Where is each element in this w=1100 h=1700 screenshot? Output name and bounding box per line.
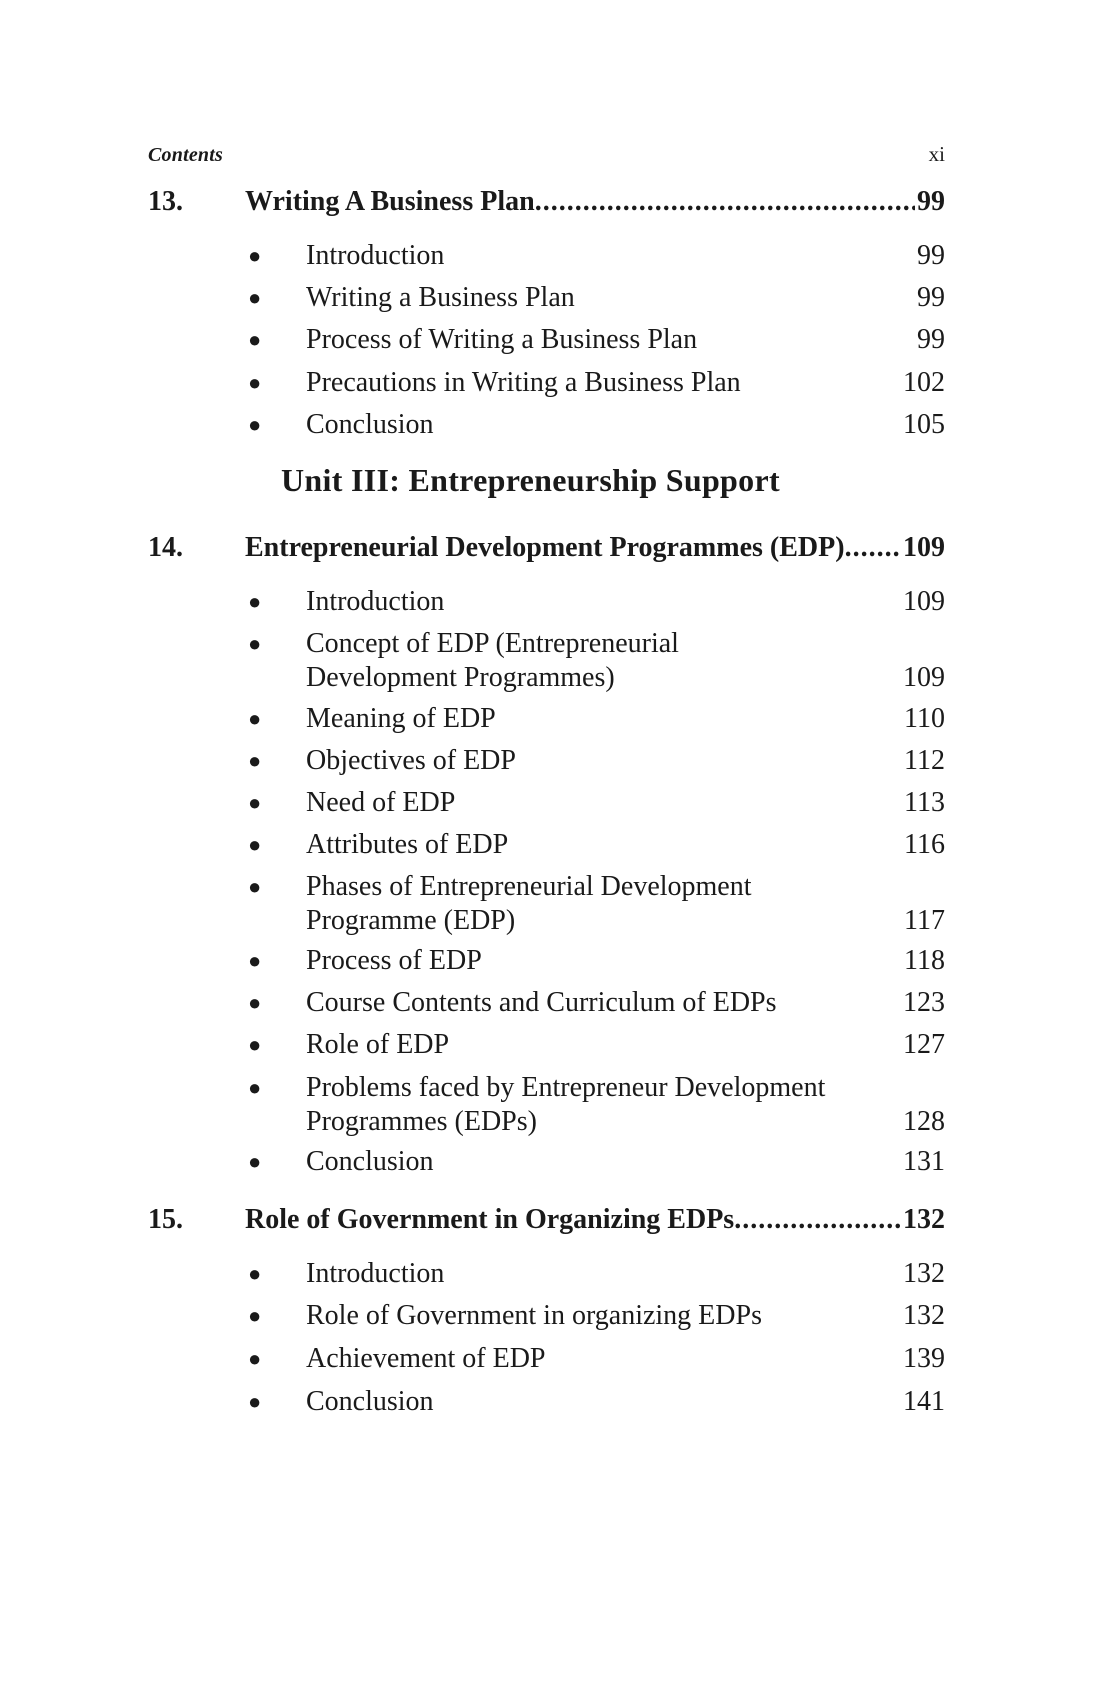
bullet-icon: ● (248, 412, 262, 437)
subentry-title: Role of Government in organizing EDPs (306, 1300, 762, 1331)
chapter-title-text: Writing A Business Plan (245, 186, 535, 217)
subentry-page-number: 117 (904, 905, 945, 936)
toc-subentry[interactable] (248, 786, 945, 820)
bullet-icon: ● (248, 1303, 262, 1328)
toc-subentry[interactable] (248, 1342, 945, 1376)
bullet-icon: ● (248, 748, 262, 773)
subentry-page-number: 109 (903, 662, 945, 693)
dot-leader (734, 1204, 901, 1236)
chapter-13-entry[interactable] (148, 186, 945, 218)
toc-subentry[interactable] (248, 627, 945, 695)
subentry-title: Need of EDP (306, 787, 456, 818)
subentry-page-number: 116 (904, 829, 945, 860)
chapter-page-number: 109 (903, 532, 945, 563)
subentry-page-number: 132 (903, 1300, 945, 1331)
running-head-title: Contents (148, 144, 223, 166)
chapter-title-text: Role of Government in Organizing EDPs (245, 1204, 735, 1235)
toc-subentry[interactable] (248, 944, 945, 978)
subentry-title: Introduction (306, 240, 445, 271)
subentry-page-number: 123 (903, 987, 945, 1018)
bullet-icon: ● (248, 631, 262, 656)
subentry-title: Achievement of EDP (306, 1343, 546, 1374)
toc-subentry[interactable] (248, 1385, 945, 1419)
subentry-title: Problems faced by Entrepreneur Development Programmes (EDPs) (306, 1072, 826, 1137)
unit-heading: Unit III: Entrepreneurship Support (281, 462, 780, 498)
bullet-icon: ● (248, 243, 262, 268)
bullet-icon: ● (248, 1032, 262, 1057)
toc-subentry[interactable] (248, 744, 945, 778)
subentry-title: Meaning of EDP (306, 703, 496, 734)
bullet-icon: ● (248, 832, 262, 857)
subentry-title: Precautions in Writing a Business Plan (306, 367, 741, 398)
toc-subentry[interactable] (248, 323, 945, 357)
bullet-icon: ● (248, 948, 262, 973)
toc-subentry[interactable] (248, 408, 945, 442)
subentry-page-number: 99 (917, 282, 945, 313)
bullet-icon: ● (248, 1149, 262, 1174)
toc-subentry[interactable] (248, 366, 945, 400)
subentry-title: Writing a Business Plan (306, 282, 575, 313)
subentry-title: Concept of EDP (Entrepreneurial Development Programmes) (306, 628, 679, 693)
chapter-title (245, 186, 915, 218)
chapter-page-number: 99 (917, 186, 945, 217)
subentry-title: Objectives of EDP (306, 745, 516, 776)
bullet-icon: ● (248, 1389, 262, 1414)
chapter-page-number: 132 (903, 1204, 945, 1235)
toc-subentry[interactable] (248, 1145, 945, 1179)
subentry-title: Course Contents and Curriculum of EDPs (306, 987, 777, 1018)
chapter-title (245, 532, 901, 564)
subentry-page-number: 131 (903, 1146, 945, 1177)
toc-subentry[interactable] (248, 239, 945, 273)
dot-leader (845, 532, 901, 564)
chapter-number: 15. (148, 1204, 183, 1235)
subentry-page-number: 141 (903, 1386, 945, 1417)
subentry-page-number: 99 (917, 324, 945, 355)
bullet-icon: ● (248, 990, 262, 1015)
toc-subentry[interactable] (248, 986, 945, 1020)
subentry-title: Process of EDP (306, 945, 482, 976)
chapter-number: 13. (148, 186, 183, 217)
subentry-page-number: 132 (903, 1258, 945, 1289)
bullet-icon: ● (248, 706, 262, 731)
subentry-page-number: 112 (904, 745, 945, 776)
running-head (148, 142, 945, 167)
bullet-icon: ● (248, 1075, 262, 1100)
subentry-page-number: 109 (903, 586, 945, 617)
toc-subentry[interactable] (248, 702, 945, 736)
toc-subentry[interactable] (248, 870, 945, 938)
toc-subentry[interactable] (248, 1299, 945, 1333)
bullet-icon: ● (248, 1261, 262, 1286)
subentry-title: Introduction (306, 1258, 445, 1289)
running-head-page-number: xi (928, 142, 945, 166)
subentry-title: Conclusion (306, 409, 434, 440)
subentry-page-number: 128 (903, 1106, 945, 1137)
bullet-icon: ● (248, 1346, 262, 1371)
toc-subentry[interactable] (248, 828, 945, 862)
subentry-title: Process of Writing a Business Plan (306, 324, 698, 355)
chapter-number: 14. (148, 532, 183, 563)
bullet-icon: ● (248, 370, 262, 395)
subentry-page-number: 105 (903, 409, 945, 440)
subentry-title: Introduction (306, 586, 445, 617)
bullet-icon: ● (248, 790, 262, 815)
chapter-title-text: Entrepreneurial Development Programmes (EDP) (245, 532, 845, 563)
subentry-page-number: 139 (903, 1343, 945, 1374)
chapter-15-entry[interactable] (148, 1204, 945, 1236)
toc-subentry[interactable] (248, 1028, 945, 1062)
subentry-page-number: 113 (904, 787, 945, 818)
subentry-title: Attributes of EDP (306, 829, 509, 860)
chapter-14-entry[interactable] (148, 532, 945, 564)
subentry-page-number: 118 (904, 945, 945, 976)
toc-subentry[interactable] (248, 1257, 945, 1291)
toc-subentry[interactable] (248, 1071, 945, 1139)
subentry-title: Conclusion (306, 1386, 434, 1417)
subentry-page-number: 102 (903, 367, 945, 398)
bullet-icon: ● (248, 874, 262, 899)
subentry-page-number: 99 (917, 240, 945, 271)
subentry-title: Role of EDP (306, 1029, 450, 1060)
bullet-icon: ● (248, 327, 262, 352)
subentry-title: Conclusion (306, 1146, 434, 1177)
subentry-page-number: 110 (904, 703, 945, 734)
bullet-icon: ● (248, 589, 262, 614)
subentry-title: Phases of Entrepreneurial Development Programme (EDP) (306, 871, 752, 936)
subentry-page-number: 127 (903, 1029, 945, 1060)
dot-leader (535, 186, 915, 218)
chapter-title (245, 1204, 901, 1236)
toc-subentry[interactable] (248, 281, 945, 315)
bullet-icon: ● (248, 285, 262, 310)
toc-subentry[interactable] (248, 585, 945, 619)
